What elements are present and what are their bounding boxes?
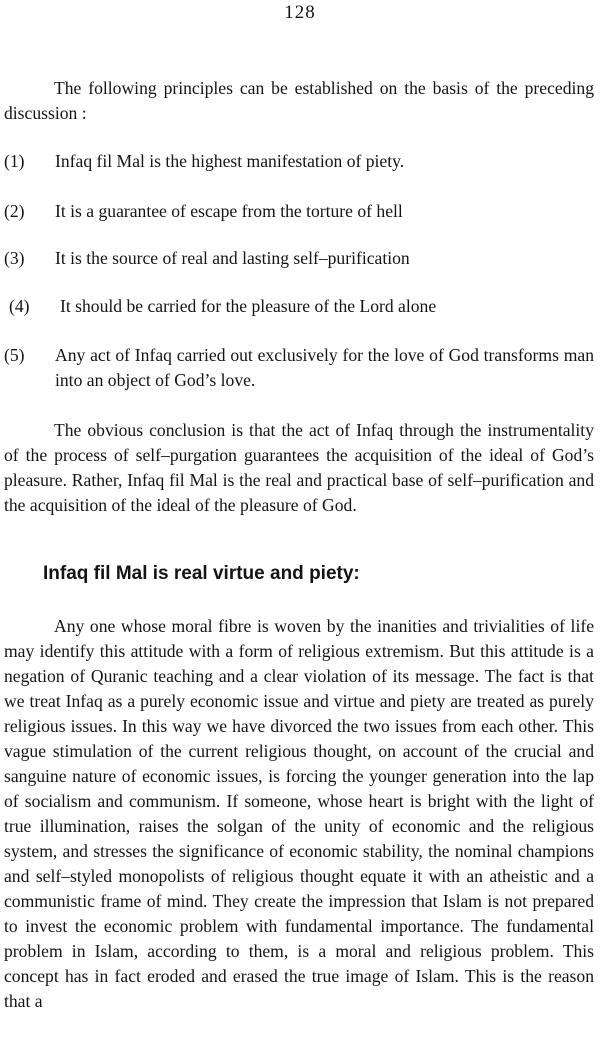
principle-item-5 [4, 343, 594, 393]
principle-text: It is the source of real and lasting self–purification [55, 248, 410, 268]
section-heading: Infaq fil Mal is real virtue and piety: [43, 563, 360, 584]
principle-text: It should be carried for the pleasure of the Lord alone [60, 296, 437, 316]
principle-number: (4) [9, 296, 30, 316]
principle-item-4 [9, 294, 599, 319]
conclusion-paragraph: The obvious conclusion is that the act of Infaq through the instrumentality of the process of self–purgation guarantees the acquisition of the ideal of God’s pleasure. Rather, Infaq fil Mal is the real and practical base of self–purification and the acquisition of the ideal of the pleasure of God. [4, 420, 594, 515]
principle-number: (5) [4, 345, 25, 365]
principle-text: Any act of Infaq carried out exclusively for the love of God transforms man into an object of God’s love. [55, 345, 594, 390]
principle-number: (3) [4, 248, 25, 268]
principle-text: Infaq fil Mal is the highest manifestation of piety. [55, 151, 405, 171]
principle-item-2 [4, 199, 594, 224]
principle-number: (1) [4, 151, 25, 171]
body-paragraph: Any one whose moral fibre is woven by the inanities and trivialities of life may identify this attitude with a form of religious extremism. But this attitude is a negation of Quranic teaching and a clear violation of its message. The fact is that we treat Infaq as a purely economic issue and virtue and piety are treated as purely religious issues. In this way we have divorced the two issues from each other. This vague stimulation of the current religious thought, on account of the crucial and sanguine nature of economic issues, is forcing the younger generation into the lap of socialism and communism. If someone, whose heart is bright with the light of true illumination, raises the solgan of the unity of economic and the religious system, and stresses the significance of economic stability, the nominal champions and self–styled monopolists of religious thought equate it with an atheistic and a communistic frame of mind. They create the impression that Islam is not prepared to invest the economic problem with fundamental importance. The fundamental problem in Islam, according to them, is a moral and religious problem. This concept has in fact eroded and erased the true image of Islam. This is the reason that a [4, 616, 594, 1011]
intro-paragraph: The following principles can be established on the basis of the preceding discussion : [4, 78, 594, 123]
principle-number: (2) [4, 201, 25, 221]
page-number: 128 [284, 2, 316, 23]
principle-item-1 [4, 149, 594, 174]
principle-text: It is a guarantee of escape from the torture of hell [55, 201, 403, 221]
principle-item-3 [4, 246, 594, 271]
